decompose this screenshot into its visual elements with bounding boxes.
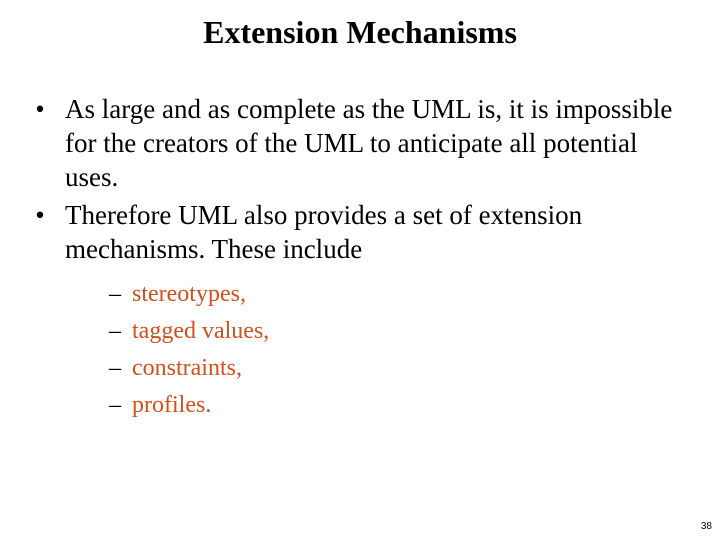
bullet-list [30, 92, 690, 428]
sub-bullet-text: profiles. [132, 392, 212, 418]
sub-bullet-item [65, 350, 690, 387]
sub-bullet-item [65, 387, 690, 424]
sub-bullet-marker: – [109, 355, 121, 381]
sub-bullet-text: tagged values, [132, 318, 270, 344]
page-number: 38 [700, 521, 712, 532]
sub-bullet-text: constraints, [132, 355, 242, 381]
bullet-marker: • [35, 200, 45, 230]
sub-bullet-marker: – [109, 392, 121, 418]
sub-bullet-marker: – [109, 281, 121, 307]
bullet-text: Therefore UML also provides a set of extension mechanisms. These include [65, 200, 583, 264]
bullet-item [30, 198, 690, 424]
sub-bullet-marker: – [109, 318, 121, 344]
bullet-item [30, 92, 690, 194]
bullet-marker: • [35, 94, 45, 124]
sub-bullet-text: stereotypes, [132, 281, 246, 307]
bullet-text: As large and as complete as the UML is, it is impossible for the creators of the UML to anticipate all potential uses. [65, 94, 673, 192]
slide-title: Extension Mechanisms [203, 14, 517, 50]
sub-bullet-item [65, 276, 690, 313]
sub-bullet-item [65, 313, 690, 350]
sub-bullet-list [65, 276, 690, 424]
